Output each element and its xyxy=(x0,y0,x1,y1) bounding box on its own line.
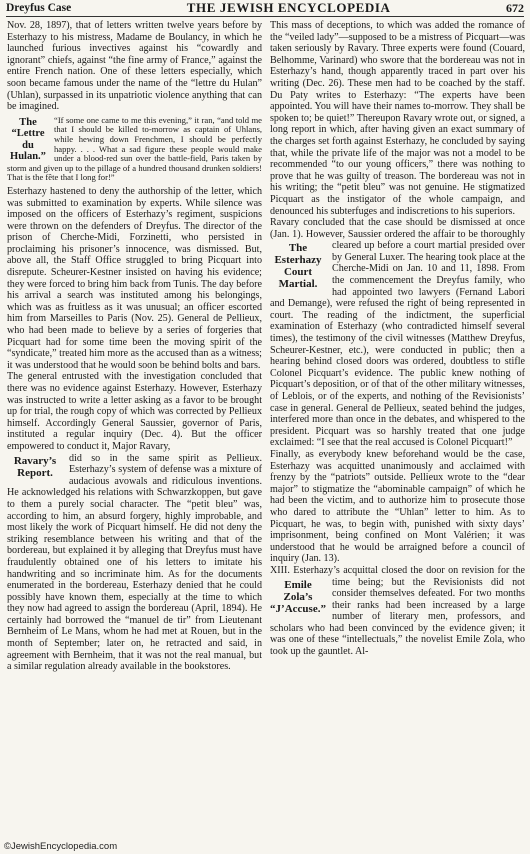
paragraph xyxy=(270,565,525,658)
paragraph: Esterhazy hastened to deny the authorship of the letter, which was submitted to examination by experts. While silence was imposed on the officers of Esterhazy’s regiment, suspicions were thrown on the defenders of Dreyfus. The director of the prison of Cherche-Midi, Forzinetti, who persisted in proclaiming his prisoner’s innocence, was dismissed. But, above all, the Staff Office struggled to bring Picquart into disrepute. Scheurer-Kestner insisted on having his evidence; they were forced to bring him back from Tunis. The day before his arrival a search was instituted among his belongings, which was as fruitless as it was unusual; an officer escorted him from Marseilles to Paris (Nov. 25). General de Pellieux, who had been made to believe by a series of forgeries that Picquart had for some time been the moving spirit of the “syndicate,” treated him more as the accused than as a witness; it was understood that he would soon be behind bolts and bars. xyxy=(7,185,262,371)
paragraph: Finally, as everybody knew beforehand would be the case, Esterhazy was acquitted unanimously and acclaimed with frenzy by the “patriots” outside. Pellieux wrote to the “dear major” to stigmatize the “abominable campaign” of which he had been the victim, and to authorize him to prosecute those who dared to attribute the “Uhlan” letter to him. As to Picquart, he was, to begin with, punished with sixty days’ imprisonment, being confined on Mont Valérien; it was understood that he would be arraigned before a council of inquiry (Jan. 13). xyxy=(270,448,525,565)
paragraph-text: martial presided over by General Luxer. The hearing took place at the Cherche-Midi on Jan. 10 and 11, 1898. From the commencement the Dreyfus family, who had appointed two lawyers (Fernand Labori and Demange), were refused the right of being represented in court. The reading of the indictment, the superficial examination of Esterhazy (who contradicted himself several times), the testimony of the civil witnesses (Matthew Dreyfus, Scheurer-Kestner, etc.), were conducted in public; then a hearing behind closed doors was ordered, doubtless to stifle Colonel Picquart’s evidence. The public knew nothing of Picquart’s deposition, or of that of the other military witnesses, of Leblois, or of the experts, and nothing of the Revisionists’ case in general. General de Pellieux, seated behind the judges, interfered more than once in the debates, and whispered to the president. Picquart was so harshly treated that one judge exclaimed: “I see that the real accused is Colonel Picquart!” xyxy=(270,240,525,449)
block-quote xyxy=(7,116,262,183)
left-column xyxy=(7,20,262,854)
paragraph-lead: Ravary concluded that the case should be dismissed at once (Jan. 1). However, Saussier ordered the affair to be thoroughly cleared up before a court xyxy=(270,217,525,252)
paragraph-lead: XIII. Esterhazy’s acquittal closed the door on revision for the time being; but the Revisionists xyxy=(270,564,525,588)
paragraph xyxy=(7,453,262,673)
copyright-footer: ©JewishEncyclopedia.com xyxy=(4,841,118,852)
running-header xyxy=(6,0,524,17)
paragraph: The general entrusted with the investigation concluded that there was no evidence against Esterhazy. However, Esterhazy was instructed to write a letter asking as a favor to be brought up for trial, the rough copy of which was corrected by Pellieux himself. Accordingly General Saussier, governor of Paris, instituted a regular inquiry (Dec. 4). But the officer empowered to conduct it, Major Ravary, xyxy=(7,371,262,452)
margin-heading-lettre-du-hulan: The “Lettre du Hulan.” xyxy=(10,116,46,163)
header-article-title: Dreyfus Case xyxy=(6,2,72,14)
page-number: 672 xyxy=(506,0,524,15)
paragraph-text: did so in the same spirit as Pellieux. Esterhazy’s system of defense was a mixture of audacious avowals and ridiculous inventions. He acknowledged his relations with Schwarzkoppen, but gave to them a purely social character. The “petit bleu” was, according to him, an absurd forgery, highly improbable, and most likely the work of Picquart himself. He did not deny the striking resemblance between his writing and that of the bordereau, but explained it by alleging that Dreyfus must have fraudulently obtained one of his letters to imitate his handwriting and so incriminate him. As for the documents enumerated in the bordereau, Esterhazy denied that he could possibly have known them, especially at the time to which they now had agreed to assign the bordereau (April, 1894). He certainly had borrowed the “manuel de tir” from Lieutenant Bernheim of Le Mans, whom he had met at Rouen, but in the month of September; later on, he retracted and said, in agreement with Bernheim, that it was not the real manual, but a similar regulation already available in the bookstores. xyxy=(7,452,262,673)
margin-heading-ravarys-report: Ravary’s Report. xyxy=(13,454,57,479)
quote-text: “If some one came to me this evening,” it ran, “and told me that I should be killed to-morrow as captain of Uhlans, while hewing down Frenchmen, I should be perfectly happy. . . . What a sad figure these people would make under a blood-red sun over the battle-field, Paris taken by storm and given up to the pillage of a hundred thousand drunken soldiers! That is the fête that I long for!” xyxy=(7,114,262,183)
margin-heading-emile-zola-jaccuse: Emile Zola’s “J’Accuse.” xyxy=(270,578,326,615)
margin-heading-esterhazy-court-martial: The Esterhazy Court Martial. xyxy=(274,242,322,291)
paragraph: Nov. 28, 1897), that of letters written twelve years before by Esterhazy to his mistress, Madame de Boulancy, in which he launched furious invectives against his “cowardly and ignorant” chiefs, against “the fine army of France,” against the entire French nation. One of these letters especially, which soon became famous under the name of the “lettre du Hulan” (Uhlan), surpassed in its unpatriotic violence anything that can be imagined. xyxy=(7,20,262,113)
right-column xyxy=(270,20,525,854)
paragraph xyxy=(270,217,525,449)
paragraph: This mass of deceptions, to which was added the romance of the “veiled lady”—supposed to be a mistress of Picquart—was taken seriously by Ravary. Three experts were found (Couard, Belhomme, Varinard) who swore that the bordereau was not in Esterhazy’s hand, though apparently traced in part over his writing (Dec. 26). These men had to be coached by the staff. Du Paty writes to Esterhazy: “The experts have been appointed. You will have their names to-morrow. They shall be spoken to; be quiet!” Thereupon Ravary wrote out, or signed, a long report in which, after having given an exact summary of the charges set forth against Esterhazy, he concluded by saying that, while the private life of the major was not a model to be recommended “to our young officers,” there was nothing to prove that he was guilty of treason. The bordereau was not in his writing; the “petit bleu” was not genuine. He stigmatized Picquart as the instigator of the whole campaign, and denounced his subterfuges and indiscretions to his superiors. xyxy=(270,20,525,217)
header-encyclopedia-title: THE JEWISH ENCYCLOPEDIA xyxy=(186,0,391,15)
paragraph-text: did not consider themselves defeated. For two months their ranks had been increased by a large number of literary men, professors, and scholars who had been convinced by the evidence given; it was one of these “intellectuals,” the novelist Emile Zola, who took up the gauntlet. Al- xyxy=(270,576,525,658)
